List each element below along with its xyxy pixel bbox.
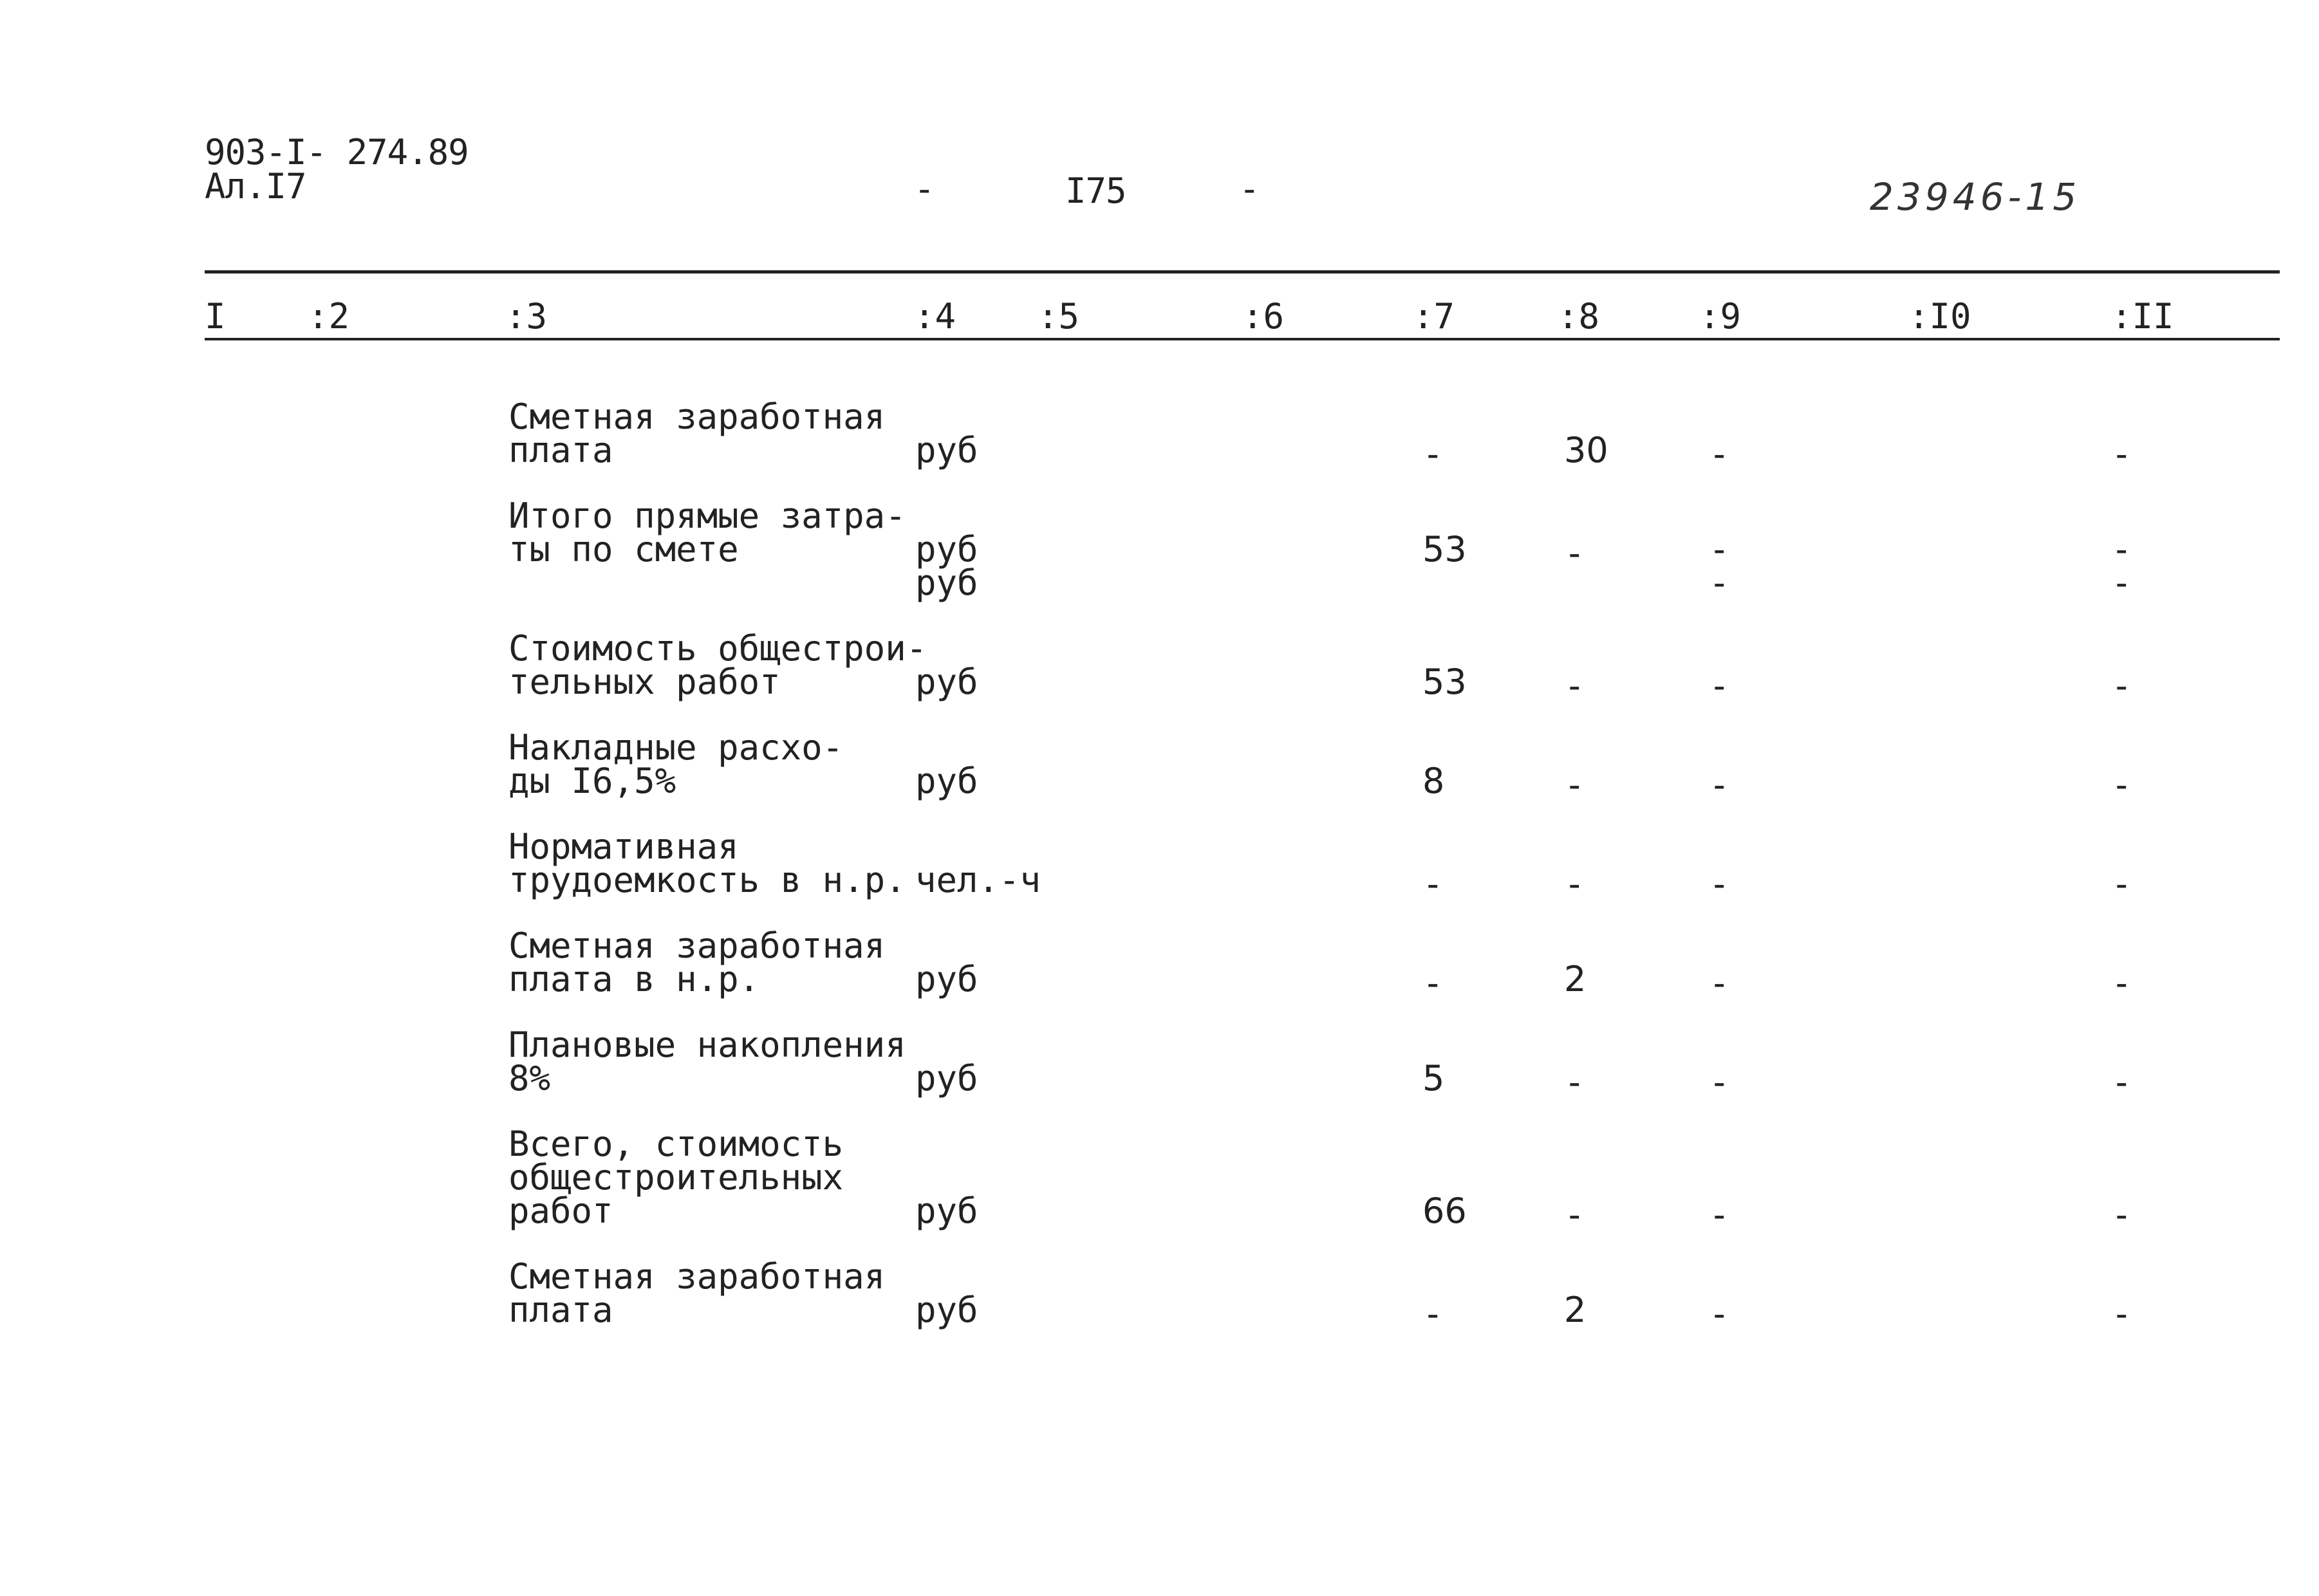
row-col11: - [2111, 765, 2132, 805]
row-description: Сметная заработная плата [508, 396, 886, 470]
row-col9: - - [1709, 529, 1730, 603]
top-rule [205, 270, 2280, 274]
row-col8: - [1564, 765, 1585, 805]
row-col9: - [1709, 665, 1730, 706]
column-header: :2 [308, 296, 350, 337]
row-col7: - [1422, 434, 1444, 474]
row-description: Итого прямые затра- ты по смете [508, 496, 906, 570]
row-col11: - [2111, 434, 2132, 474]
column-header: :4 [914, 296, 956, 337]
row-col11: - - [2111, 529, 2132, 603]
row-unit: руб [915, 430, 978, 470]
document-code: 903-I- 274.89 [205, 132, 469, 172]
row-description: Сметная заработная плата в н.р. [508, 925, 886, 999]
row-unit: чел.-ч [915, 860, 1041, 900]
page-number: I75 [1065, 171, 1126, 211]
row-col8: - [1564, 665, 1585, 706]
row-col11: - [2111, 1294, 2132, 1334]
row-col9: - [1709, 864, 1730, 904]
header-rule [205, 338, 2280, 340]
row-unit: руб руб [915, 529, 978, 603]
column-header: :8 [1558, 296, 1600, 337]
row-col9: - [1709, 1062, 1730, 1102]
row-col8: 30 [1564, 430, 1608, 470]
row-col7: 8 [1422, 761, 1445, 801]
row-col8: 2 [1564, 1290, 1587, 1330]
row-col8: - [1564, 1194, 1585, 1235]
inventory-number: 23946-15 [1870, 175, 2081, 219]
row-col9: - [1709, 434, 1730, 474]
row-col9: - [1709, 1194, 1730, 1235]
row-col11: - [2111, 864, 2132, 904]
column-header: I [205, 296, 226, 337]
row-description: Сметная заработная плата [508, 1256, 886, 1330]
row-description: Накладные расхо- ды I6,5% [508, 727, 844, 801]
row-col7: - [1422, 963, 1444, 1003]
row-col8: - [1564, 864, 1585, 904]
row-col8: - [1564, 1062, 1585, 1102]
row-col11: - [2111, 665, 2132, 706]
column-header: :7 [1413, 296, 1455, 337]
row-col9: - [1709, 963, 1730, 1003]
row-description: Нормативная трудоемкость в н.р. [508, 826, 906, 900]
row-col9: - [1709, 765, 1730, 805]
row-col11: - [2111, 963, 2132, 1003]
column-header: :6 [1242, 296, 1285, 337]
row-col7: - [1422, 1294, 1444, 1334]
column-header: :5 [1038, 296, 1080, 337]
row-description: Всего, стоимость общестроительных работ [508, 1124, 844, 1231]
row-description: Стоимость общестрои- тельных работ [508, 628, 927, 702]
column-header: :3 [505, 296, 548, 337]
row-description: Плановые накопления 8% [508, 1025, 906, 1099]
row-col7: 53 [1422, 662, 1467, 702]
column-header: :I0 [1908, 296, 1971, 337]
row-unit: руб [915, 959, 978, 999]
row-col7: 66 [1422, 1191, 1467, 1231]
page-dash-right: - [1239, 169, 1260, 209]
row-col7: - [1422, 864, 1444, 904]
row-col8: - [1564, 533, 1585, 573]
row-col11: - [2111, 1062, 2132, 1102]
row-unit: руб [915, 1191, 978, 1231]
row-unit: руб [915, 662, 978, 702]
row-unit: руб [915, 1290, 978, 1330]
row-unit: руб [915, 761, 978, 801]
row-col9: - [1709, 1294, 1730, 1334]
column-header: :II [2111, 296, 2174, 337]
page-dash-left: - [914, 169, 935, 209]
row-unit: руб [915, 1058, 978, 1099]
row-col8: 2 [1564, 959, 1587, 999]
row-col11: - [2111, 1194, 2132, 1235]
album-number: Ал.I7 [205, 166, 306, 207]
column-header: :9 [1699, 296, 1742, 337]
row-col7: 53 [1422, 529, 1467, 570]
row-col7: 5 [1422, 1058, 1445, 1099]
